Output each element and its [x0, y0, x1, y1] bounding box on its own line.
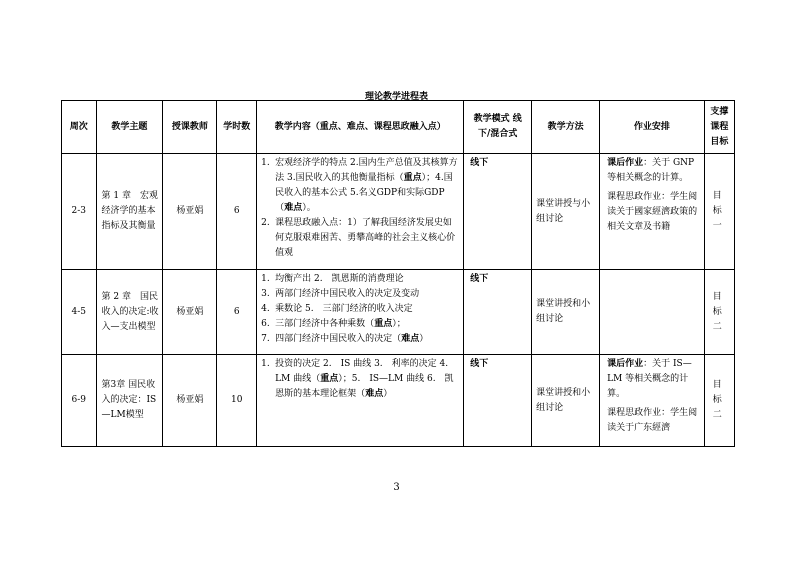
homework-cell: [600, 355, 705, 447]
homework-text: 课程思政作业：学生阅读关于國家經濟政策的相关文章及书籍: [607, 192, 698, 232]
item-text: 投资的决定 2. IS 曲线 3. 利率的决定 4. LM 曲线（: [275, 359, 458, 384]
item-text: 乘数论 5. 三部门经济的收入决定: [275, 304, 413, 314]
homework-text: ：关于 IS—LM 等相关概念的计算。: [607, 359, 692, 399]
mode-cell: 线下: [464, 270, 532, 355]
keypoint-label: 难点: [365, 389, 384, 399]
homework-item: [607, 357, 700, 402]
method-cell: 课堂讲授和小组讨论: [532, 355, 600, 447]
table-row: [62, 355, 735, 447]
homework-label: 课后作业: [607, 359, 644, 369]
week-cell: 6-9: [62, 355, 97, 447]
keypoint-label: 难点: [284, 203, 303, 213]
content-list: [261, 156, 460, 261]
item-text: 均衡产出 2. 凯恩斯的消费理论: [275, 274, 404, 284]
page-title: 理论教学进程表: [364, 92, 428, 102]
teacher-cell: 杨亚娟: [163, 270, 217, 355]
header-goal: 支撑课程目标: [704, 101, 734, 154]
method-cell: 课堂讲授与小组讨论: [532, 154, 600, 270]
teacher-cell: 杨亚娟: [163, 355, 217, 447]
header-homework: 作业安排: [600, 101, 705, 154]
teacher-cell: 杨亚娟: [163, 154, 217, 270]
homework-text: ：关于 GNP 等相关概念的计算。: [607, 158, 695, 183]
content-item: [261, 156, 460, 216]
content-cell: [257, 270, 464, 355]
item-number: 4.: [261, 304, 270, 314]
content-item: [261, 216, 460, 261]
content-item: [261, 287, 460, 302]
goal-cell: 目标二: [704, 355, 734, 447]
homework-cell: [600, 270, 705, 355]
hours-cell: 6: [217, 154, 257, 270]
content-cell: [257, 154, 464, 270]
header-hours: 学时数: [217, 101, 257, 154]
item-text: ）；5. IS—LM 曲线 6. 凯恩斯的基本理论框架（: [275, 374, 454, 399]
item-number: 6.: [261, 319, 270, 329]
keypoint-label: 重点: [403, 173, 422, 183]
topic-cell: 第3章 国民收入的决定：IS—LM模型: [96, 355, 163, 447]
content-item: [261, 332, 460, 347]
hours-cell: 10: [217, 355, 257, 447]
header-week: 周次: [62, 101, 97, 154]
content-item: [261, 272, 460, 287]
topic-cell: 第 1 章 宏观经济学的基本指标及其衡量: [96, 154, 163, 270]
header-mode: 教学模式 线下/混合式: [464, 101, 532, 154]
item-text: ）: [383, 389, 393, 399]
item-number: 1.: [261, 158, 270, 168]
item-text: 课程思政融入点：1）了解我国经济发展史如何克服艰难困苦、勇攀高峰的社会主义核心价值观: [275, 218, 456, 258]
teaching-schedule-table: [61, 100, 735, 447]
method-cell: 课堂讲授和小组讨论: [532, 270, 600, 355]
item-number: 1.: [261, 274, 270, 284]
header-topic: 教学主题: [96, 101, 163, 154]
homework-item: [607, 156, 700, 186]
mode-cell: 线下: [464, 355, 532, 447]
goal-cell: 目标一: [704, 154, 734, 270]
page-number: 3: [393, 482, 400, 493]
keypoint-label: 重点: [320, 374, 339, 384]
item-number: 2.: [261, 218, 270, 228]
homework-cell: [600, 154, 705, 270]
content-list: [261, 357, 460, 402]
content-cell: [257, 355, 464, 447]
header-teacher: 授课教师: [163, 101, 217, 154]
week-cell: 2-3: [62, 154, 97, 270]
content-item: [261, 302, 460, 317]
item-number: 3.: [261, 289, 270, 299]
header-method: 教学方法: [532, 101, 600, 154]
hours-cell: 6: [217, 270, 257, 355]
homework-item: [607, 406, 700, 436]
homework-item: [607, 190, 700, 235]
table-row: [62, 154, 735, 270]
item-text: ）；4.国民收入的基本公式 5.名义GDP和实际GDP（: [275, 173, 453, 213]
header-content: 教学内容（重点、难点、课程思政融入点）: [257, 101, 464, 154]
item-text: 宏观经济学的特点 2.国内生产总值及其核算方法 3.国民收入的其他衡量指标（: [275, 158, 458, 183]
mode-cell: 线下: [464, 154, 532, 270]
table-row: [62, 270, 735, 355]
content-item: [261, 317, 460, 332]
item-text: 四部门经济中国民收入的决定（: [275, 334, 402, 344]
content-item: [261, 357, 460, 402]
homework-text: 课程思政作业：学生阅读关于广东經濟: [607, 408, 698, 433]
topic-cell: 第 2 章 国民收入的决定:收入—支出模型: [96, 270, 163, 355]
item-text: ）。: [302, 203, 316, 213]
header-row: [62, 101, 735, 154]
content-list: [261, 272, 460, 347]
item-text: ）；: [392, 319, 406, 329]
item-text: 两部门经济中国民收入的决定及变动: [275, 289, 420, 299]
item-number: 1.: [261, 359, 270, 369]
keypoint-label: 重点: [374, 319, 393, 329]
keypoint-label: 难点: [401, 334, 420, 344]
homework-label: 课后作业: [607, 158, 644, 168]
week-cell: 4-5: [62, 270, 97, 355]
item-text: 三部门经济中各种乘数（: [275, 319, 375, 329]
item-number: 7.: [261, 334, 270, 344]
goal-cell: 目标二: [704, 270, 734, 355]
item-text: ）: [419, 334, 429, 344]
